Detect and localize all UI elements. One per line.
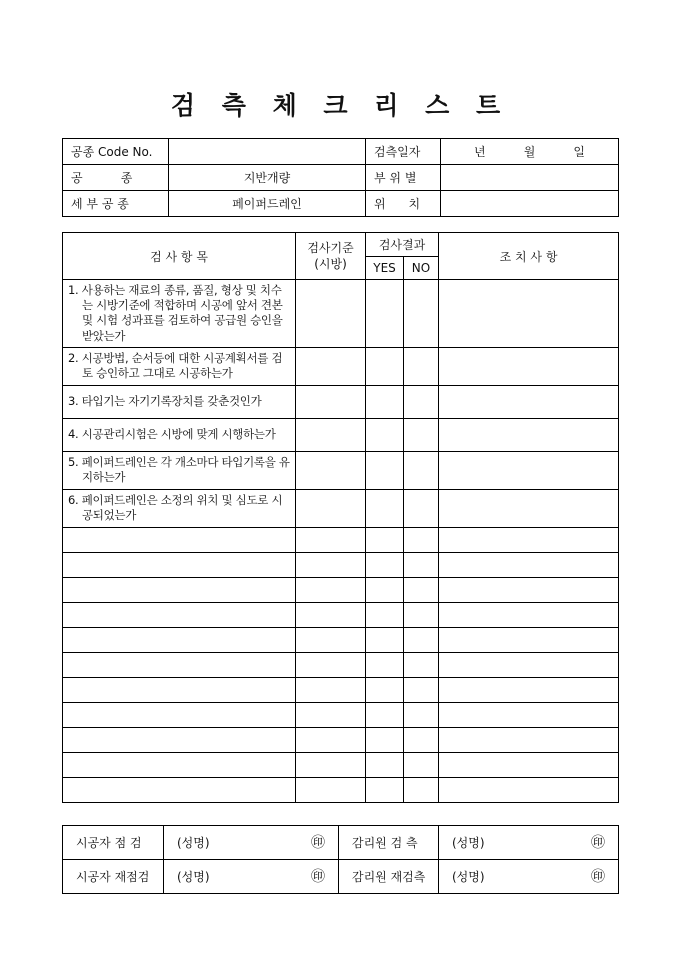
info-row-worktype	[63, 165, 619, 191]
empty-cell	[296, 627, 366, 652]
action-cell	[439, 385, 619, 418]
action-cell	[439, 418, 619, 451]
empty-cell	[296, 577, 366, 602]
empty-cell	[63, 677, 296, 702]
checklist-body	[63, 280, 619, 803]
standard-cell	[296, 489, 366, 527]
no-cell	[404, 451, 439, 489]
standard-cell	[296, 451, 366, 489]
empty-cell	[404, 577, 439, 602]
label-supervisor-check: 감리원 검 측	[339, 825, 439, 859]
empty-cell	[439, 602, 619, 627]
no-cell	[404, 489, 439, 527]
date-year-label: 년	[474, 145, 486, 159]
no-cell	[404, 347, 439, 385]
empty-cell	[404, 552, 439, 577]
name-placeholder: (성명)	[177, 869, 210, 884]
checklist-empty-row	[63, 702, 619, 727]
checklist-row-4	[63, 418, 619, 451]
empty-cell	[296, 652, 366, 677]
empty-cell	[439, 627, 619, 652]
date-month-label: 월	[523, 145, 536, 159]
checklist-table	[62, 232, 619, 803]
label-contractor-recheck: 시공자 재점검	[63, 859, 164, 893]
date-units	[441, 143, 618, 160]
header-no: NO	[404, 257, 439, 280]
label-inspection-date: 검측일자	[366, 139, 441, 165]
yes-cell	[366, 385, 404, 418]
label-position: 위 치	[366, 191, 441, 217]
empty-cell	[63, 652, 296, 677]
value-position	[441, 191, 619, 217]
info-row-code	[63, 139, 619, 165]
empty-cell	[63, 752, 296, 777]
empty-cell	[366, 727, 404, 752]
no-cell	[404, 280, 439, 348]
checklist-empty-row	[63, 752, 619, 777]
date-day-label: 일	[573, 145, 585, 159]
label-supervisor-recheck: 감리원 재검측	[339, 859, 439, 893]
empty-cell	[404, 602, 439, 627]
no-cell	[404, 385, 439, 418]
empty-cell	[404, 727, 439, 752]
yes-cell	[366, 418, 404, 451]
empty-cell	[296, 552, 366, 577]
standard-cell	[296, 347, 366, 385]
label-contractor-check: 시공자 점 검	[63, 825, 164, 859]
empty-cell	[366, 627, 404, 652]
checklist-empty-row	[63, 677, 619, 702]
header-row-1	[63, 233, 619, 257]
checklist-row-5	[63, 451, 619, 489]
header-action: 조 치 사 항	[439, 233, 619, 280]
signature-row-2	[63, 859, 619, 893]
action-cell	[439, 347, 619, 385]
empty-cell	[439, 652, 619, 677]
contractor-recheck-name-cell	[164, 859, 339, 893]
checklist-empty-row	[63, 652, 619, 677]
checklist-row-6	[63, 489, 619, 527]
empty-cell	[439, 777, 619, 802]
header-inspection-item: 검 사 항 목	[63, 233, 296, 280]
name-placeholder: (성명)	[452, 835, 485, 850]
checklist-row-1	[63, 280, 619, 348]
empty-cell	[439, 677, 619, 702]
checklist-row-3	[63, 385, 619, 418]
empty-cell	[63, 702, 296, 727]
checklist-empty-row	[63, 602, 619, 627]
item-text-2: 2. 시공방법, 순서등에 대한 시공계획서를 검토 승인하고 그대로 시공하는가	[63, 347, 296, 385]
empty-cell	[63, 627, 296, 652]
checklist-empty-row	[63, 627, 619, 652]
empty-cell	[296, 677, 366, 702]
checklist-row-2	[63, 347, 619, 385]
info-table	[62, 138, 619, 217]
empty-cell	[63, 777, 296, 802]
empty-cell	[366, 527, 404, 552]
header-inspection-standard	[296, 233, 366, 280]
item-text-1: 1. 사용하는 재료의 종류, 품질, 형상 및 치수는 시방기준에 적합하며 시공에 앞서 견본 및 시험 성과표를 검토하여 공급원 승인을 받았는가	[63, 280, 296, 348]
header-standard-line1: 검사기준	[307, 240, 354, 255]
yes-cell	[366, 280, 404, 348]
empty-cell	[63, 552, 296, 577]
empty-cell	[366, 702, 404, 727]
empty-cell	[439, 727, 619, 752]
yes-cell	[366, 451, 404, 489]
name-placeholder: (성명)	[452, 869, 485, 884]
checklist-empty-row	[63, 777, 619, 802]
item-text-3: 3. 타입기는 자기기록장치를 갖춘것인가	[63, 385, 296, 418]
label-work-type: 공 종	[63, 165, 169, 191]
value-work-type: 지반개량	[169, 165, 366, 191]
checklist-empty-row	[63, 527, 619, 552]
empty-cell	[366, 602, 404, 627]
standard-cell	[296, 385, 366, 418]
yes-cell	[366, 347, 404, 385]
item-text-5: 5. 페이퍼드레인은 각 개소마다 타입기록을 유지하는가	[63, 451, 296, 489]
empty-cell	[404, 677, 439, 702]
action-cell	[439, 489, 619, 527]
empty-cell	[439, 702, 619, 727]
action-cell	[439, 280, 619, 348]
empty-cell	[296, 602, 366, 627]
label-code-no: 공종 Code No.	[63, 139, 169, 165]
empty-cell	[439, 552, 619, 577]
signature-row-1	[63, 825, 619, 859]
value-code-no	[169, 139, 366, 165]
empty-cell	[404, 702, 439, 727]
standard-cell	[296, 280, 366, 348]
seal-icon: ㊞	[311, 835, 325, 852]
empty-cell	[404, 627, 439, 652]
empty-cell	[296, 527, 366, 552]
checklist-empty-row	[63, 577, 619, 602]
empty-cell	[366, 777, 404, 802]
supervisor-check-name-cell	[439, 825, 619, 859]
value-sub-work-type: 페이퍼드레인	[169, 191, 366, 217]
info-row-subtype	[63, 191, 619, 217]
header-inspection-result: 검사결과	[366, 233, 439, 257]
yes-cell	[366, 489, 404, 527]
label-location-category: 부 위 별	[366, 165, 441, 191]
empty-cell	[404, 652, 439, 677]
no-cell	[404, 418, 439, 451]
empty-cell	[296, 702, 366, 727]
supervisor-recheck-name-cell	[439, 859, 619, 893]
standard-cell	[296, 418, 366, 451]
empty-cell	[296, 727, 366, 752]
empty-cell	[366, 577, 404, 602]
seal-icon: ㊞	[591, 869, 605, 886]
empty-cell	[366, 552, 404, 577]
empty-cell	[404, 527, 439, 552]
checklist-empty-row	[63, 727, 619, 752]
empty-cell	[439, 752, 619, 777]
seal-icon: ㊞	[311, 869, 325, 886]
label-sub-work-type: 세 부 공 종	[63, 191, 169, 217]
empty-cell	[63, 527, 296, 552]
empty-cell	[63, 727, 296, 752]
empty-cell	[366, 752, 404, 777]
empty-cell	[439, 577, 619, 602]
empty-cell	[366, 652, 404, 677]
empty-cell	[63, 577, 296, 602]
empty-cell	[439, 527, 619, 552]
header-standard-line2: (시방)	[314, 257, 347, 271]
value-inspection-date	[441, 139, 619, 165]
empty-cell	[63, 602, 296, 627]
item-text-6: 6. 페이퍼드레인은 소정의 위치 및 심도로 시공되었는가	[63, 489, 296, 527]
empty-cell	[366, 677, 404, 702]
header-yes: YES	[366, 257, 404, 280]
contractor-check-name-cell	[164, 825, 339, 859]
empty-cell	[404, 777, 439, 802]
action-cell	[439, 451, 619, 489]
item-text-4: 4. 시공관리시험은 시방에 맞게 시행하는가	[63, 418, 296, 451]
name-placeholder: (성명)	[177, 835, 210, 850]
form-title: 검 측 체 크 리 스 트	[170, 91, 510, 120]
empty-cell	[296, 777, 366, 802]
signature-table	[62, 825, 619, 894]
checklist-empty-row	[63, 552, 619, 577]
empty-cell	[404, 752, 439, 777]
empty-cell	[296, 752, 366, 777]
seal-icon: ㊞	[591, 835, 605, 852]
value-location-category	[441, 165, 619, 191]
